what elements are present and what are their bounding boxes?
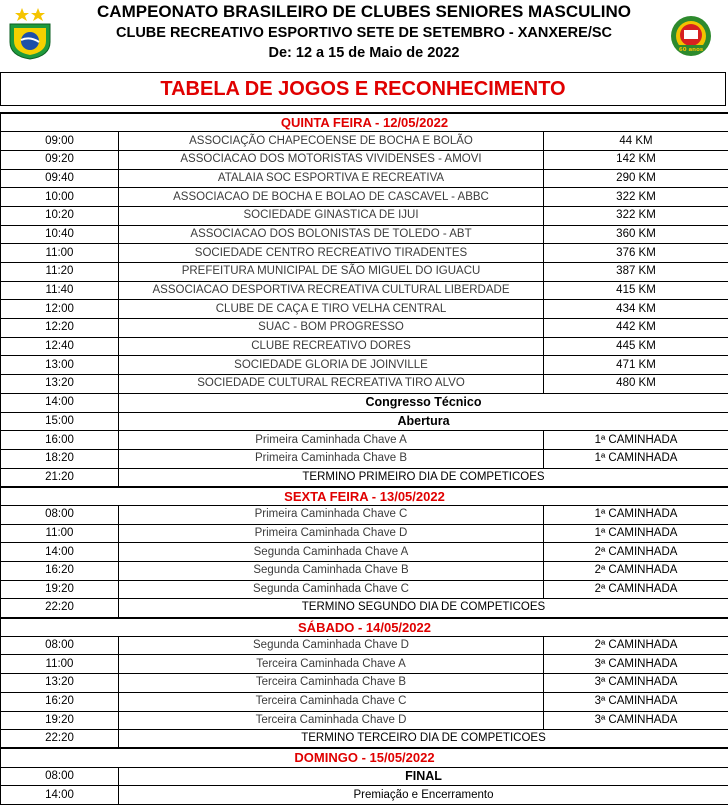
detail-cell: 2ª CAMINHADA (544, 580, 728, 599)
schedule-table (0, 112, 728, 805)
detail-cell: 415 KM (544, 281, 728, 300)
schedule-row (1, 337, 728, 356)
event-cell: CLUBE RECREATIVO DORES (119, 337, 544, 356)
time-cell: 19:20 (1, 580, 119, 599)
detail-cell: 3ª CAMINHADA (544, 674, 728, 693)
schedule-row (1, 393, 728, 412)
time-cell: 19:20 (1, 711, 119, 730)
time-cell: 08:00 (1, 505, 119, 524)
event-cell: Primeira Caminhada Chave A (119, 431, 544, 450)
day-header: SEXTA FEIRA - 13/05/2022 (1, 487, 728, 506)
schedule-row (1, 599, 728, 618)
event-cell: Primeira Caminhada Chave D (119, 524, 544, 543)
event-cell: Premiação e Encerramento (119, 786, 728, 805)
schedule-row (1, 412, 728, 431)
document-header (0, 0, 728, 70)
event-cell: Congresso Técnico (119, 393, 728, 412)
schedule-row (1, 580, 728, 599)
event-cell: Primeira Caminhada Chave C (119, 505, 544, 524)
event-cell: SOCIEDADE GINASTICA DE IJUI (119, 206, 544, 225)
detail-cell: 445 KM (544, 337, 728, 356)
time-cell: 08:00 (1, 636, 119, 655)
event-cell: Segunda Caminhada Chave D (119, 636, 544, 655)
event-cell: Abertura (119, 412, 728, 431)
detail-cell: 322 KM (544, 188, 728, 207)
schedule-row (1, 150, 728, 169)
time-cell: 10:40 (1, 225, 119, 244)
detail-cell: 290 KM (544, 169, 728, 188)
detail-cell: 480 KM (544, 375, 728, 394)
schedule-row (1, 730, 728, 749)
day-header: SÁBADO - 14/05/2022 (1, 618, 728, 637)
detail-cell: 2ª CAMINHADA (544, 543, 728, 562)
time-cell: 14:00 (1, 543, 119, 562)
event-cell: Segunda Caminhada Chave C (119, 580, 544, 599)
time-cell: 12:00 (1, 300, 119, 319)
event-cell: Segunda Caminhada Chave B (119, 562, 544, 581)
event-cell: Segunda Caminhada Chave A (119, 543, 544, 562)
schedule-row (1, 562, 728, 581)
schedule-row (1, 692, 728, 711)
schedule-row (1, 188, 728, 207)
schedule-row (1, 300, 728, 319)
time-cell: 22:20 (1, 730, 119, 749)
time-cell: 15:00 (1, 412, 119, 431)
schedule-row (1, 132, 728, 151)
time-cell: 11:20 (1, 263, 119, 282)
club-crest-icon (670, 15, 712, 57)
schedule-row (1, 225, 728, 244)
time-cell: 13:20 (1, 375, 119, 394)
event-cell: Primeira Caminhada Chave B (119, 449, 544, 468)
schedule-row (1, 431, 728, 450)
event-cell: ATALAIA SOC ESPORTIVA E RECREATIVA (119, 169, 544, 188)
day-header-row (1, 487, 728, 506)
schedule-row (1, 636, 728, 655)
time-cell: 16:20 (1, 692, 119, 711)
detail-cell: 434 KM (544, 300, 728, 319)
schedule-row (1, 449, 728, 468)
time-cell: 13:00 (1, 356, 119, 375)
event-cell: Terceira Caminhada Chave D (119, 711, 544, 730)
schedule-row (1, 356, 728, 375)
event-cell: ASSOCIACAO DOS BOLONISTAS DE TOLEDO - ABT (119, 225, 544, 244)
schedule-row (1, 319, 728, 338)
detail-cell: 1ª CAMINHADA (544, 524, 728, 543)
schedule-row (1, 655, 728, 674)
time-cell: 11:00 (1, 244, 119, 263)
event-dates: De: 12 a 15 de Maio de 2022 (0, 44, 728, 62)
time-cell: 22:20 (1, 599, 119, 618)
schedule-row (1, 281, 728, 300)
time-cell: 09:20 (1, 150, 119, 169)
time-cell: 16:00 (1, 431, 119, 450)
time-cell: 09:00 (1, 132, 119, 151)
time-cell: 12:20 (1, 319, 119, 338)
detail-cell: 376 KM (544, 244, 728, 263)
time-cell: 11:40 (1, 281, 119, 300)
event-cell: SOCIEDADE CENTRO RECREATIVO TIRADENTES (119, 244, 544, 263)
crest-text: 60 anos (679, 47, 704, 53)
time-cell: 10:20 (1, 206, 119, 225)
detail-cell: 44 KM (544, 132, 728, 151)
detail-cell: 442 KM (544, 319, 728, 338)
detail-cell: 2ª CAMINHADA (544, 636, 728, 655)
schedule-row (1, 375, 728, 394)
time-cell: 08:00 (1, 767, 119, 786)
detail-cell: 387 KM (544, 263, 728, 282)
detail-cell: 2ª CAMINHADA (544, 562, 728, 581)
schedule-row (1, 786, 728, 805)
schedule-row (1, 711, 728, 730)
detail-cell: 142 KM (544, 150, 728, 169)
event-cell: ASSOCIAÇÃO CHAPECOENSE DE BOCHA E BOLÃO (119, 132, 544, 151)
event-cell: ASSOCIACAO DE BOCHA E BOLAO DE CASCAVEL - ABBC (119, 188, 544, 207)
detail-cell: 3ª CAMINHADA (544, 711, 728, 730)
time-cell: 09:40 (1, 169, 119, 188)
event-cell: ASSOCIACAO DESPORTIVA RECREATIVA CULTURAL LIBERDADE (119, 281, 544, 300)
day-header: DOMINGO - 15/05/2022 (1, 748, 728, 767)
time-cell: 14:00 (1, 393, 119, 412)
time-cell: 11:00 (1, 524, 119, 543)
event-cell: ASSOCIACAO DOS MOTORISTAS VIVIDENSES - AMOVI (119, 150, 544, 169)
event-cell: SOCIEDADE CULTURAL RECREATIVA TIRO ALVO (119, 375, 544, 394)
detail-cell: 1ª CAMINHADA (544, 449, 728, 468)
event-cell: Terceira Caminhada Chave A (119, 655, 544, 674)
host-club: CLUBE RECREATIVO ESPORTIVO SETE DE SETEMBRO - XANXERE/SC (0, 24, 728, 42)
time-cell: 12:40 (1, 337, 119, 356)
detail-cell: 1ª CAMINHADA (544, 505, 728, 524)
time-cell: 21:20 (1, 468, 119, 487)
time-cell: 16:20 (1, 562, 119, 581)
event-cell: CLUBE DE CAÇA E TIRO VELHA CENTRAL (119, 300, 544, 319)
event-cell: TERMINO PRIMEIRO DIA DE COMPETICOES (119, 468, 728, 487)
schedule-row (1, 674, 728, 693)
event-cell: FINAL (119, 767, 728, 786)
schedule-row (1, 169, 728, 188)
day-header-row (1, 748, 728, 767)
page-title: TABELA DE JOGOS E RECONHECIMENTO (0, 72, 726, 106)
schedule-row (1, 524, 728, 543)
event-cell: Terceira Caminhada Chave B (119, 674, 544, 693)
schedule-row (1, 206, 728, 225)
event-cell: SUAC - BOM PROGRESSO (119, 319, 544, 338)
schedule-row (1, 263, 728, 282)
event-cell: PREFEITURA MUNICIPAL DE SÃO MIGUEL DO IGUACU (119, 263, 544, 282)
detail-cell: 360 KM (544, 225, 728, 244)
time-cell: 13:20 (1, 674, 119, 693)
event-cell: SOCIEDADE GLORIA DE JOINVILLE (119, 356, 544, 375)
schedule-row (1, 468, 728, 487)
detail-cell: 3ª CAMINHADA (544, 692, 728, 711)
schedule-row (1, 767, 728, 786)
schedule-row (1, 543, 728, 562)
schedule-row (1, 505, 728, 524)
event-cell: Terceira Caminhada Chave C (119, 692, 544, 711)
day-header: QUINTA FEIRA - 12/05/2022 (1, 113, 728, 132)
time-cell: 18:20 (1, 449, 119, 468)
championship-title: CAMPEONATO BRASILEIRO DE CLUBES SENIORES MASCULINO (0, 2, 728, 22)
time-cell: 10:00 (1, 188, 119, 207)
event-cell: TERMINO TERCEIRO DIA DE COMPETICOES (119, 730, 728, 749)
detail-cell: 322 KM (544, 206, 728, 225)
time-cell: 11:00 (1, 655, 119, 674)
detail-cell: 1ª CAMINHADA (544, 431, 728, 450)
detail-cell: 471 KM (544, 356, 728, 375)
schedule-row (1, 244, 728, 263)
day-header-row (1, 618, 728, 637)
time-cell: 14:00 (1, 786, 119, 805)
event-cell: TERMINO SEGUNDO DIA DE COMPETICOES (119, 599, 728, 618)
day-header-row (1, 113, 728, 132)
detail-cell: 3ª CAMINHADA (544, 655, 728, 674)
